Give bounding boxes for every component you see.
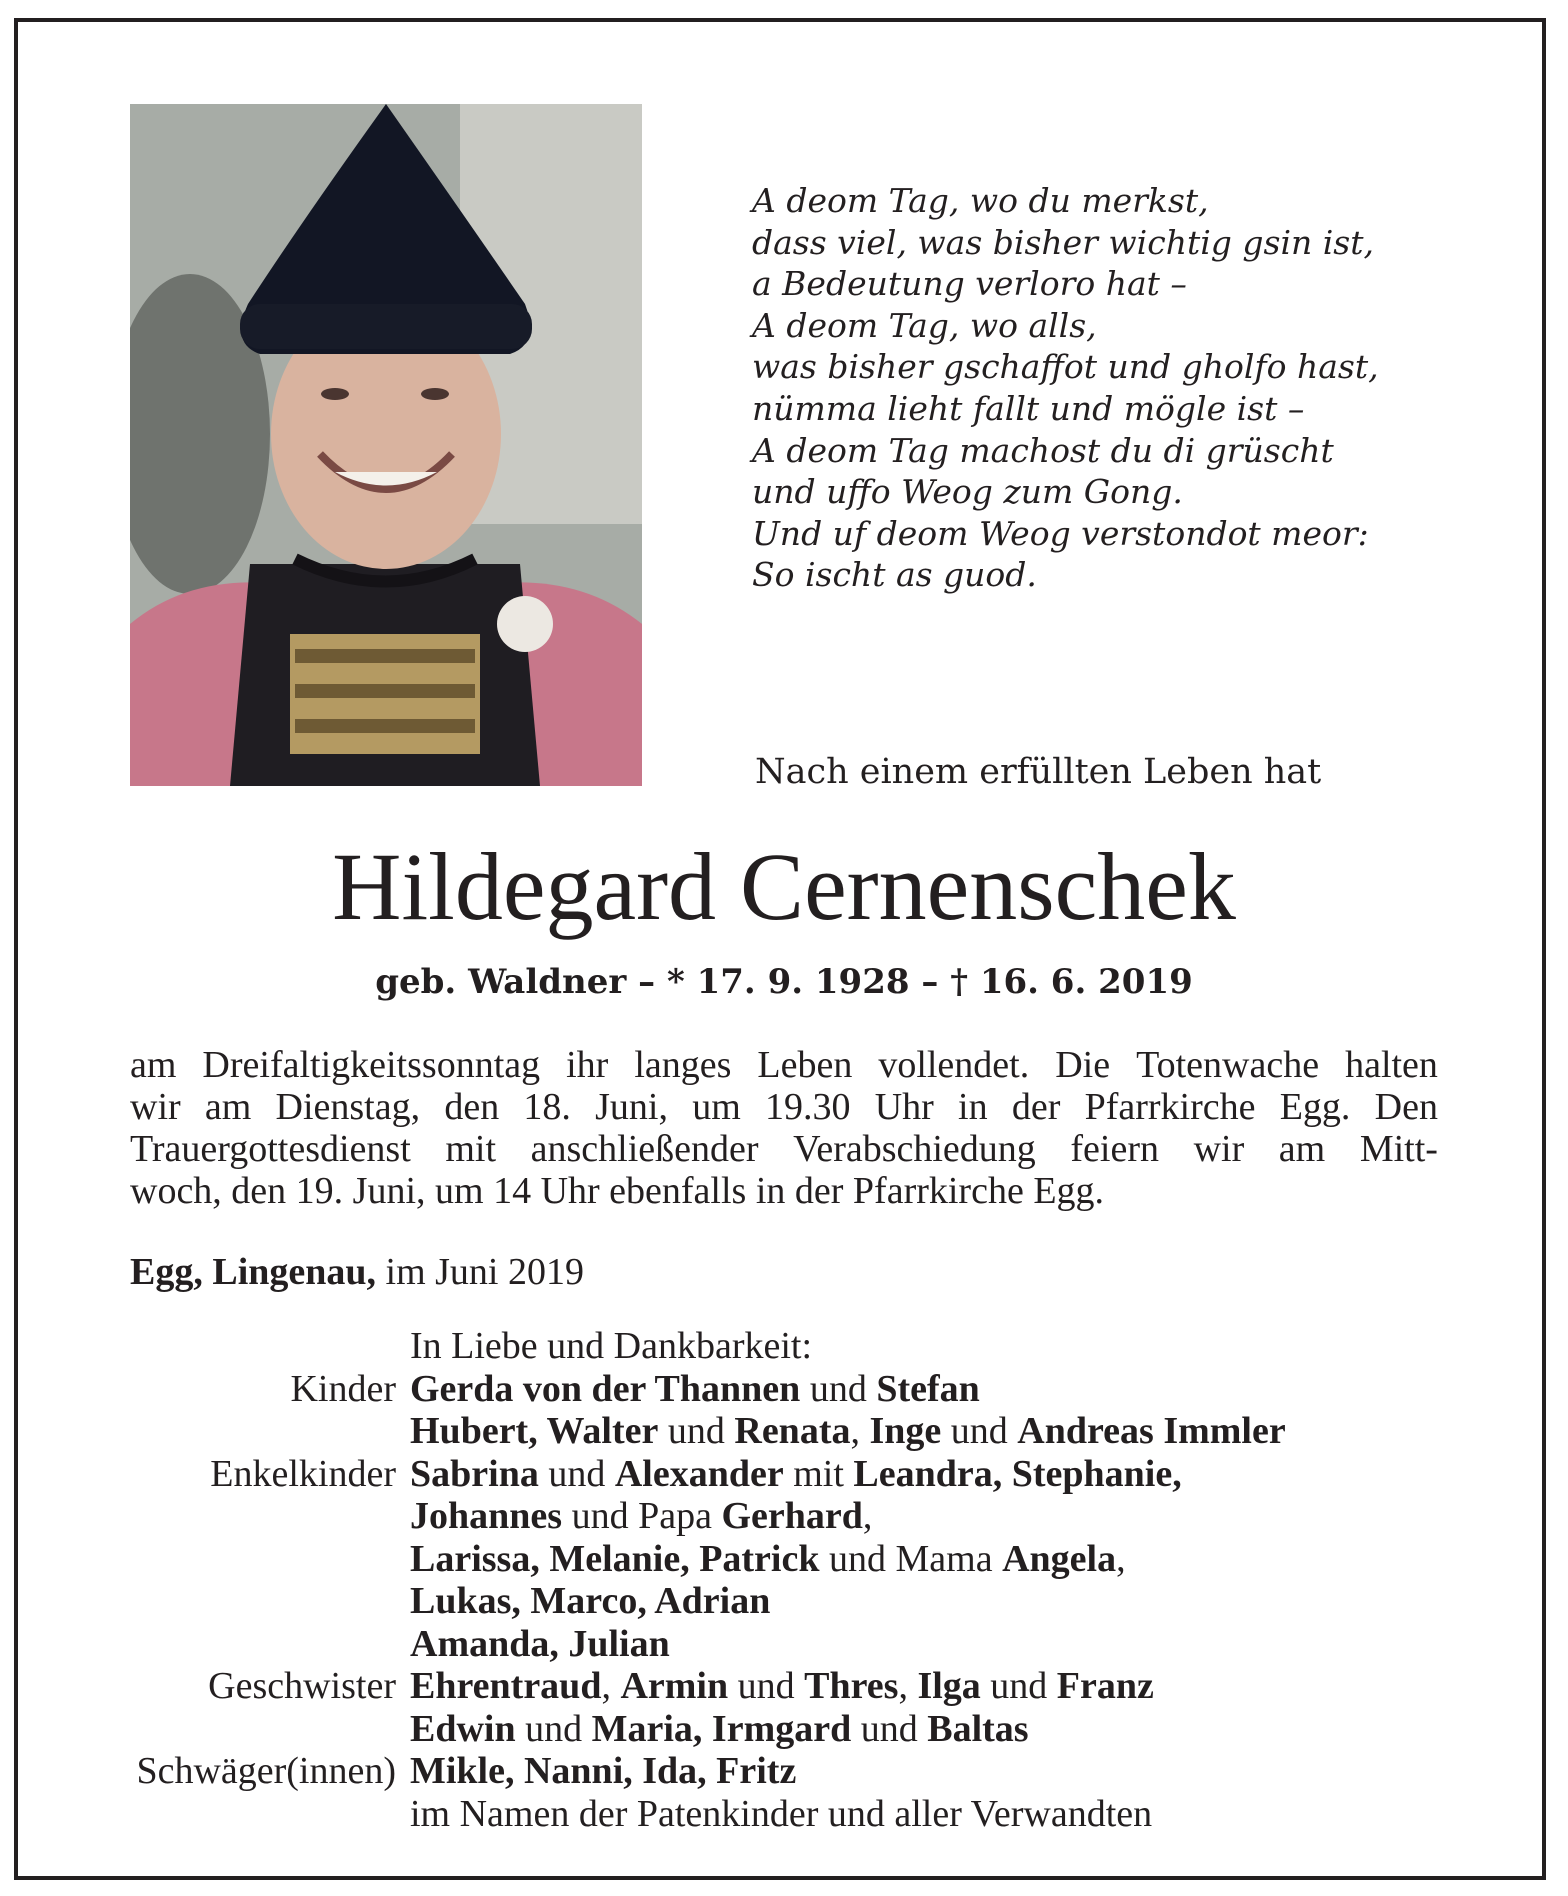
family-row (0, 1410, 1568, 1453)
family-label (0, 1538, 410, 1581)
family-members (410, 1708, 1029, 1751)
deceased-name: Hildegard Cernenschek (332, 833, 1236, 940)
family-label (0, 1580, 410, 1623)
intro-line: Nach einem erfüllten Leben hat (755, 752, 1322, 792)
connector-text: und (980, 1665, 1057, 1707)
member-name: Lukas, Marco, Adrian (410, 1580, 771, 1622)
body-word: Verabschiedung (793, 1128, 1036, 1170)
connector-text: und (728, 1665, 805, 1707)
family-row (0, 1665, 1568, 1708)
connector-text: und (538, 1452, 615, 1495)
member-name: Ilga (917, 1665, 981, 1707)
connector-text: und (800, 1367, 877, 1410)
body-word: halten (1345, 1044, 1438, 1086)
member-name: Baltas (927, 1707, 1029, 1750)
family-label (0, 1410, 410, 1453)
member-name: Armin (620, 1665, 729, 1707)
body-word: am (130, 1044, 177, 1086)
poem-line: So ischt as guod. (752, 555, 1037, 595)
birth-death-dates: geb. Waldner – * 17. 9. 1928 – † 16. 6. 2019 (375, 962, 1193, 1002)
family-row (0, 1368, 1568, 1411)
family-list (0, 1325, 1568, 1835)
family-row (0, 1538, 1568, 1581)
poem-line: A deom Tag, wo alls, (752, 305, 1097, 345)
member-name: Sabrina (410, 1452, 539, 1495)
body-word: um (692, 1086, 741, 1128)
member-name: Franz (1056, 1665, 1154, 1707)
family-label (0, 1623, 410, 1666)
connector-text: und Papa (562, 1495, 722, 1537)
connector-text: , (850, 1410, 870, 1452)
family-intro-row (0, 1325, 1568, 1368)
body-word: in (958, 1086, 988, 1128)
family-intro: In Liebe und Dankbarkeit: (410, 1325, 813, 1367)
body-line: woch, den 19. Juni, um 14 Uhr ebenfalls in der Pfarrkirche Egg. (130, 1170, 1105, 1212)
body-word: Pfarrkirche (1084, 1086, 1256, 1128)
poem-line: und uffo Weog zum Gong. (752, 472, 1183, 512)
body-word: Juni, (595, 1086, 668, 1128)
member-name: Inge (869, 1410, 942, 1452)
connector-text: und (658, 1410, 735, 1452)
body-word: Dienstag, (275, 1086, 421, 1128)
body-word: anschließender (530, 1128, 759, 1170)
poem-line: was bisher gschaffot und gholfo hast, (752, 347, 1379, 387)
body-word: Dreifaltigkeitssonntag (202, 1044, 541, 1086)
poem (752, 180, 1472, 596)
body-line (130, 1128, 1438, 1170)
body-word: Uhr (874, 1086, 934, 1128)
family-row (0, 1453, 1568, 1496)
family-members (410, 1495, 872, 1538)
connector-text: , (601, 1665, 621, 1707)
family-members (410, 1750, 796, 1793)
announcement-text (130, 1044, 1438, 1212)
family-members (410, 1410, 1286, 1453)
place-names: Egg, Lingenau, (130, 1251, 377, 1293)
member-name: Johannes (410, 1495, 563, 1537)
family-members (410, 1623, 670, 1666)
body-word: Leben (757, 1044, 853, 1086)
family-members (410, 1453, 1182, 1496)
family-members (410, 1538, 1126, 1581)
family-members (410, 1793, 1152, 1836)
body-word: der (1011, 1086, 1061, 1128)
poem-line: A deom Tag machost du di grüscht (752, 430, 1334, 470)
member-name: Renata (734, 1410, 851, 1452)
connector-text: und (515, 1707, 592, 1750)
family-label: Schwäger(innen) (136, 1750, 396, 1792)
portrait-photo (130, 104, 642, 786)
body-word: ihr (566, 1044, 609, 1086)
family-members (410, 1665, 1154, 1708)
poem-line: A deom Tag, wo du merkst, (752, 181, 1209, 220)
family-row (0, 1623, 1568, 1666)
member-name: Edwin (410, 1707, 516, 1750)
body-word: Mitt- (1359, 1128, 1438, 1170)
connector-text: , (1116, 1537, 1126, 1580)
family-label (0, 1495, 410, 1538)
member-name: Amanda, Julian (410, 1622, 670, 1665)
member-name: Andreas Immler (1017, 1410, 1286, 1452)
body-word: Totenwache (1136, 1044, 1320, 1086)
poem-line: a Bedeutung verloro hat – (752, 264, 1187, 304)
member-name: Mikle, Nanni, Ida, Fritz (410, 1750, 797, 1792)
family-row (0, 1708, 1568, 1751)
member-name: Stefan (876, 1367, 980, 1410)
body-word: den (444, 1086, 500, 1128)
poem-line: nümma lieht fallt und mögle ist – (752, 388, 1305, 428)
family-members (410, 1580, 770, 1623)
family-label (0, 1793, 410, 1836)
body-word: am (204, 1086, 252, 1128)
member-name: Alexander (614, 1452, 784, 1495)
family-label (0, 1325, 410, 1368)
member-name: Gerhard (721, 1495, 863, 1537)
body-line (130, 1044, 1438, 1086)
member-name: Ehrentraud (410, 1665, 602, 1707)
member-name: Hubert, Walter (410, 1410, 659, 1452)
body-word: Trauergottesdienst (130, 1128, 411, 1170)
body-word: 18. (523, 1086, 571, 1128)
connector-text: mit (783, 1452, 854, 1495)
body-line (130, 1086, 1438, 1128)
connector-text: und Mama (819, 1537, 1003, 1580)
body-word: Den (1374, 1086, 1438, 1128)
body-word: Die (1055, 1044, 1111, 1086)
connector-text: und (851, 1707, 928, 1750)
family-label: Enkelkinder (210, 1452, 396, 1495)
connector-text: , (898, 1665, 918, 1707)
body-word: mit (445, 1128, 497, 1170)
member-name: Gerda von der Thannen (410, 1367, 801, 1410)
member-name: Maria, Irmgard (591, 1707, 852, 1750)
connector-text: , (862, 1495, 873, 1537)
family-label (0, 1708, 410, 1751)
family-row (0, 1580, 1568, 1623)
body-word: langes (634, 1044, 732, 1086)
body-word: 19.30 (765, 1086, 851, 1128)
poem-line: Und uf deom Weog verstondot meor: (752, 513, 1369, 553)
body-word: am (1278, 1128, 1326, 1170)
member-name: Leandra, Stephanie, (853, 1452, 1182, 1495)
family-row (0, 1495, 1568, 1538)
family-rows (0, 1368, 1568, 1836)
poem-line: dass viel, was bisher wichtig gsin ist, (752, 222, 1374, 262)
member-name: Larissa, Melanie, Patrick (410, 1537, 820, 1580)
family-label: Kinder (290, 1367, 396, 1410)
body-word: vollendet. (878, 1044, 1030, 1086)
place-month: im Juni 2019 (376, 1251, 584, 1293)
body-word: feiern (1070, 1128, 1159, 1170)
body-word: Egg. (1279, 1086, 1351, 1128)
member-name: Thres (804, 1665, 899, 1707)
family-members (410, 1368, 980, 1411)
body-word: wir (130, 1086, 181, 1128)
connector-text: im Namen der Patenkinder und aller Verwandten (410, 1792, 1153, 1835)
family-label: Geschwister (208, 1665, 396, 1707)
connector-text: und (941, 1410, 1018, 1452)
member-name: Angela (1002, 1537, 1117, 1580)
family-row (0, 1793, 1568, 1836)
family-row (0, 1750, 1568, 1793)
body-word: wir (1193, 1128, 1245, 1170)
place-date (130, 1250, 584, 1294)
